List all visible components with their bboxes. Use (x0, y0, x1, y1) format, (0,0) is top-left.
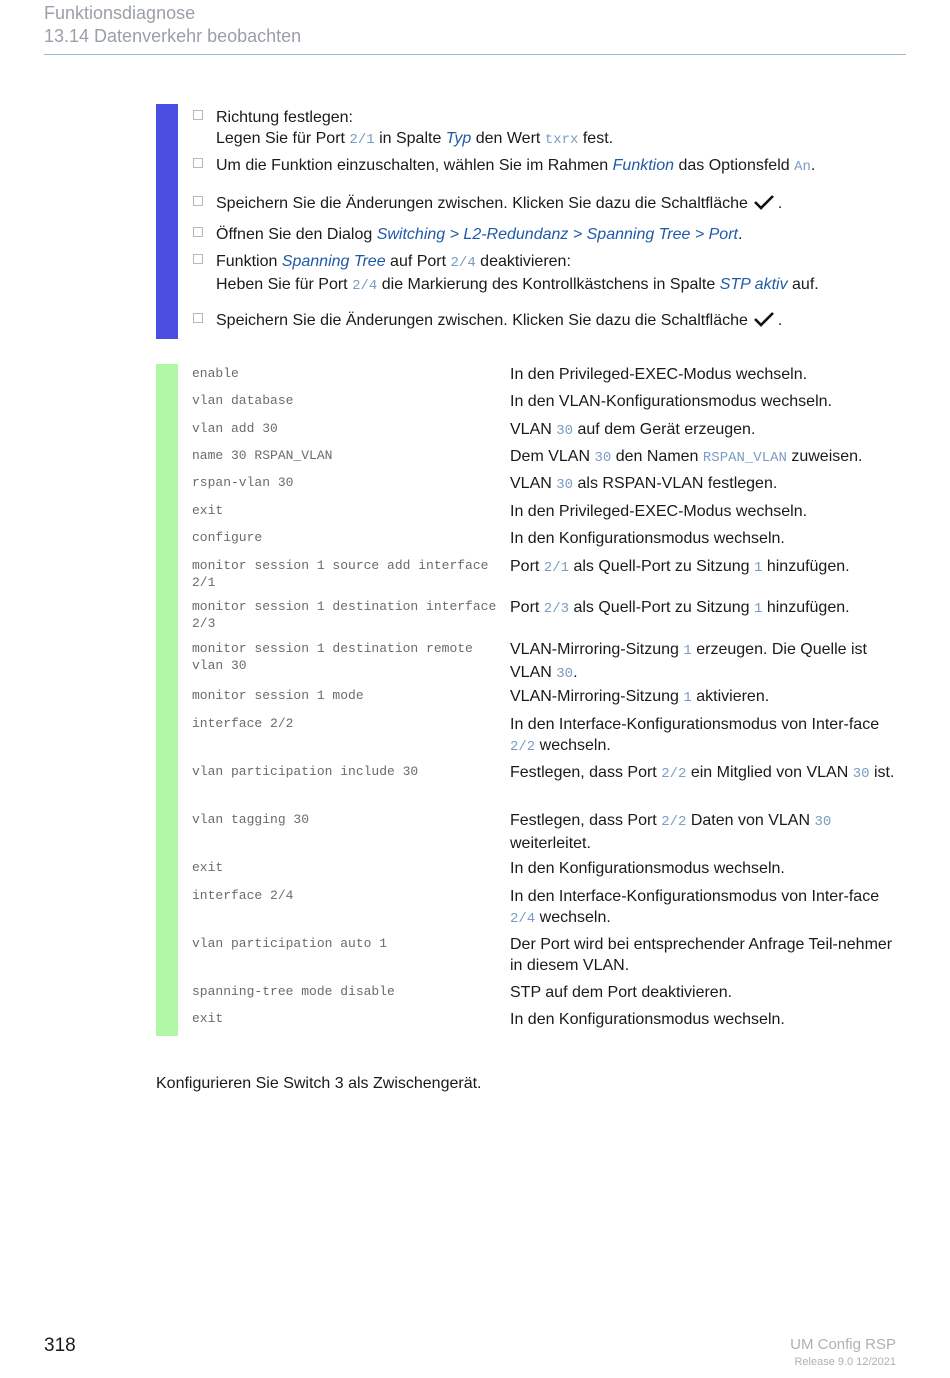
cli-command: name 30 RSPAN_VLAN (192, 448, 333, 463)
description-text: Daten von VLAN (686, 812, 815, 829)
cli-description (510, 762, 900, 785)
description-text: als Quell-Port zu Sitzung (569, 558, 754, 575)
description-text: erzeugen. Die Quelle ist VLAN (510, 641, 867, 681)
step-text: Um die Funktion einzuschalten, wählen Sie im Rahmen (216, 157, 613, 174)
step-text: auf. (787, 276, 819, 293)
inline-code: RSPAN_VLAN (702, 450, 787, 466)
step-text: in Spalte (374, 130, 446, 147)
cli-sidebar (156, 364, 178, 1036)
cli-command: exit (192, 1011, 224, 1026)
step-text: Heben Sie für Port (216, 276, 353, 293)
description-text: hinzufügen. (762, 558, 850, 575)
cli-command: exit (192, 860, 224, 875)
description-text: VLAN (510, 475, 557, 492)
step-text: das Optionsfeld (674, 157, 795, 174)
inline-code: 1 (683, 690, 692, 706)
step-text: . (737, 226, 743, 243)
description-text: In den Konfigurationsmodus wechseln. (510, 860, 785, 877)
description-text: als RSPAN-VLAN festlegen. (573, 475, 778, 492)
description-text: hinzufügen. (762, 599, 850, 616)
cli-description (510, 886, 900, 930)
description-text: aktivieren. (691, 688, 770, 705)
description-text: auf dem Gerät erzeugen. (573, 421, 756, 438)
option-code: An (794, 159, 811, 175)
document-title: UM Config RSP (790, 1336, 896, 1353)
inline-code: 2/3 (543, 601, 570, 617)
step-text: fest. (578, 130, 614, 147)
cli-command: enable (192, 366, 239, 381)
description-text: Port (510, 558, 544, 575)
step-save-2 (193, 310, 782, 331)
note-text: Konfigurieren Sie Switch 3 als Zwischengerät. (156, 1075, 482, 1092)
cli-description (510, 446, 900, 469)
cli-command: vlan participation include 30 (192, 764, 419, 779)
cli-description (510, 501, 900, 522)
description-text: Festlegen, dass Port (510, 812, 662, 829)
inline-code: 30 (852, 766, 870, 782)
cli-command: monitor session 1 destination remote vlan 30 (192, 641, 481, 673)
description-text: In den Konfigurationsmodus wechseln. (510, 530, 785, 547)
step-text: . (810, 157, 816, 174)
cli-command: spanning-tree mode disable (192, 984, 395, 999)
cli-description (510, 686, 900, 709)
step-text: den Wert (471, 130, 545, 147)
step-text: Speichern Sie die Änderungen zwischen. Klicken Sie dazu die Schaltfläche (216, 195, 748, 212)
step-text: . (777, 195, 783, 212)
description-text: Dem VLAN (510, 448, 595, 465)
inline-code: 30 (556, 666, 574, 682)
cli-description (510, 528, 900, 549)
inline-code: 2/4 (510, 911, 536, 927)
cli-description (510, 391, 900, 412)
cli-description (510, 556, 900, 579)
description-text: STP auf dem Port deaktivieren. (510, 984, 733, 1001)
step-save-1 (193, 193, 782, 214)
step-enable-function (193, 155, 815, 178)
description-text: wechseln. (535, 737, 611, 754)
checkbox-icon (193, 196, 203, 206)
cli-description (510, 473, 900, 496)
description-text: In den Interface-Konfigurationsmodus von Inter-face (510, 888, 880, 905)
step-text: Richtung festlegen: (216, 109, 353, 126)
inline-code: 30 (814, 814, 832, 830)
cli-command: exit (192, 503, 224, 518)
description-text: Festlegen, dass Port (510, 764, 662, 781)
step-text: die Markierung des Kontrollkästchens in Spalte (377, 276, 720, 293)
cli-description (510, 364, 900, 385)
description-text: Port (510, 599, 544, 616)
section-title: 13.14 Datenverkehr beobachten (44, 26, 302, 46)
step-disable-stp (193, 251, 819, 297)
inline-code: 30 (556, 477, 574, 493)
cli-description (510, 858, 900, 879)
checkmark-icon (753, 311, 775, 327)
cli-description (510, 1009, 900, 1030)
description-text: den Namen (611, 448, 703, 465)
cli-command: vlan tagging 30 (192, 812, 310, 827)
cli-command: monitor session 1 mode (192, 688, 364, 703)
cli-description (510, 982, 900, 1003)
port-code: 2/4 (450, 255, 476, 271)
description-text: In den Konfigurationsmodus wechseln. (510, 1011, 785, 1028)
checkbox-icon (193, 110, 203, 120)
description-text: ein Mitglied von VLAN (686, 764, 853, 781)
description-text: In den VLAN-Konfigurationsmodus wechseln. (510, 393, 832, 410)
column-name: Typ (445, 130, 472, 147)
checkbox-icon (193, 227, 203, 237)
inline-code: 1 (753, 560, 763, 576)
step-text: Funktion (216, 253, 282, 270)
checkbox-icon (193, 254, 203, 264)
cli-description (510, 597, 900, 620)
description-text: ist. (869, 764, 895, 781)
inline-code: 2/1 (543, 560, 570, 576)
cli-description (510, 934, 900, 976)
step-direction (193, 107, 613, 151)
page-number: 318 (44, 1335, 76, 1356)
value-code: txrx (544, 132, 579, 148)
step-text: auf Port (385, 253, 451, 270)
description-text: In den Privileged-EXEC-Modus wechseln. (510, 503, 808, 520)
port-code: 2/4 (352, 278, 378, 294)
checkmark-icon (753, 194, 775, 210)
checkbox-icon (193, 158, 203, 168)
cli-command: rspan-vlan 30 (192, 475, 294, 490)
header-divider (44, 54, 906, 55)
inline-code: 30 (594, 450, 612, 466)
step-text: Legen Sie für Port (216, 130, 350, 147)
step-open-dialog (193, 224, 742, 245)
inline-code: 2/2 (661, 766, 687, 782)
cli-command: vlan add 30 (192, 421, 278, 436)
release-info: Release 9.0 12/2021 (794, 1356, 896, 1368)
cli-description (510, 419, 900, 442)
cli-description (510, 639, 900, 685)
description-text: VLAN (510, 421, 557, 438)
column-name: STP aktiv (719, 276, 788, 293)
function-name: Spanning Tree (281, 253, 386, 270)
cli-command: monitor session 1 source add interface 2/1 (192, 558, 497, 590)
description-text: VLAN-Mirroring-Sitzung (510, 641, 684, 658)
page-header (44, 2, 904, 48)
inline-code: 2/2 (510, 739, 536, 755)
inline-code: 1 (753, 601, 763, 617)
checkbox-icon (193, 313, 203, 323)
step-text: Öffnen Sie den Dialog (216, 226, 377, 243)
step-text: deaktivieren: (475, 253, 571, 270)
description-text: Der Port wird bei entsprechender Anfrage Teil-nehmer in diesem VLAN. (510, 936, 893, 974)
cli-description (510, 810, 900, 854)
description-text: In den Privileged-EXEC-Modus wechseln. (510, 366, 808, 383)
description-text: . (573, 664, 578, 681)
description-text: In den Interface-Konfigurationsmodus von Inter-face (510, 716, 880, 733)
frame-name: Funktion (612, 157, 675, 174)
chapter-title: Funktionsdiagnose (44, 3, 196, 23)
inline-code: 30 (556, 423, 574, 439)
cli-command: interface 2/2 (192, 716, 294, 731)
cli-command: vlan database (192, 393, 294, 408)
dialog-path: Switching > L2-Redundanz > Spanning Tree > Port (376, 226, 738, 243)
description-text: wechseln. (535, 909, 611, 926)
description-text: VLAN-Mirroring-Sitzung (510, 688, 684, 705)
cli-command: interface 2/4 (192, 888, 294, 903)
cli-command: vlan participation auto 1 (192, 936, 388, 951)
port-code: 2/1 (349, 132, 375, 148)
cli-description (510, 714, 900, 758)
description-text: weiterleitet. (510, 835, 591, 852)
instruction-sidebar (156, 104, 178, 339)
description-text: zuweisen. (786, 448, 863, 465)
cli-command: monitor session 1 destination interface 2/3 (192, 599, 505, 631)
step-text: Speichern Sie die Änderungen zwischen. Klicken Sie dazu die Schaltfläche (216, 312, 748, 329)
inline-code: 2/2 (661, 814, 687, 830)
inline-code: 1 (683, 643, 692, 659)
step-text: . (777, 312, 783, 329)
description-text: als Quell-Port zu Sitzung (569, 599, 754, 616)
cli-command: configure (192, 530, 263, 545)
